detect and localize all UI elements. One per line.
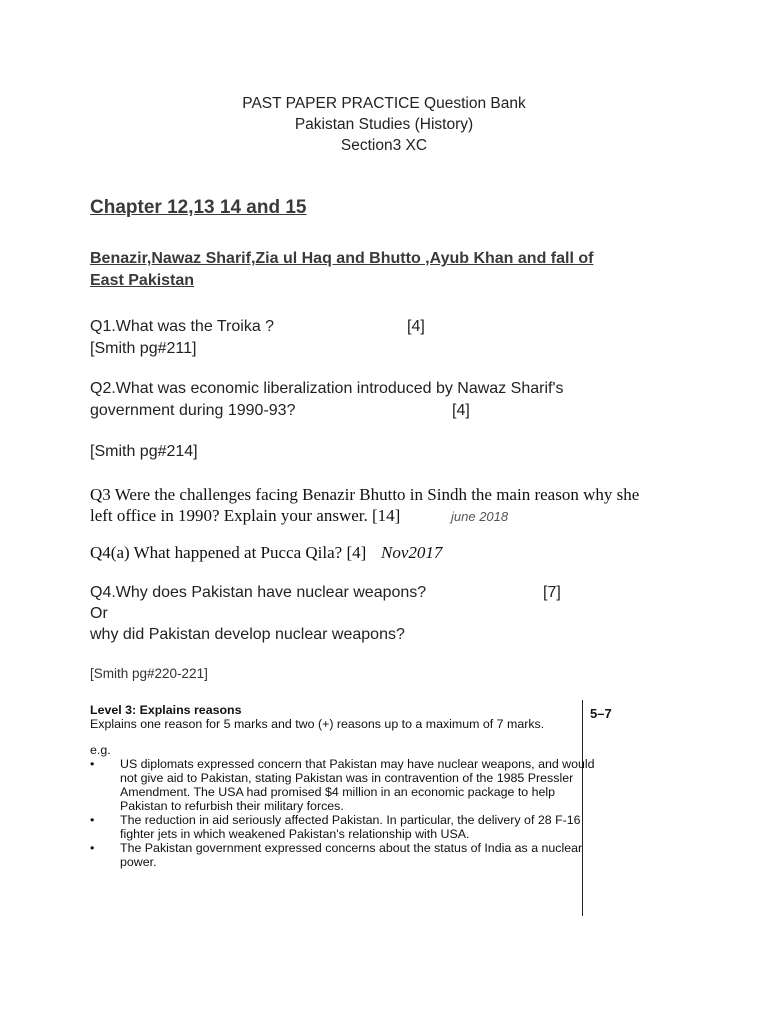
doc-section: Section3 XC (340, 137, 428, 154)
mark-scheme-description: Explains one reason for 5 marks and two (+) reasons up to a maximum of 7 marks. (90, 717, 545, 731)
q4-marks: [7] (543, 584, 561, 601)
mark-scheme-eg: e.g. (90, 743, 111, 757)
q1-marks: [4] (407, 318, 425, 335)
bullet-icon: • (90, 841, 95, 855)
mark-scheme-box (90, 703, 595, 869)
q3-line-1: Q3 Were the challenges facing Benazir Bhutto in Sindh the main reason why she (90, 485, 640, 504)
q4-or: Or (90, 605, 108, 622)
q2-line-2: government during 1990-93? (90, 402, 296, 419)
doc-subject: Pakistan Studies (History) (294, 116, 474, 133)
mark-range: 5–7 (590, 706, 612, 721)
bullet-text: The reduction in aid seriously affected Pakistan. In particular, the delivery of 28 F-16 fighter jets in which weakened Pakistan's relationship with USA. (120, 813, 581, 841)
bullet-text: US diplomats expressed concern that Pakistan may have nuclear weapons, and would not give aid to Pakistan, stating Pakistan was in contravention of the 1985 Pressler Amendment. The USA had promised $4 million in an economic package to help Pakistan to refurbish their military forces. (120, 757, 595, 813)
list-item (90, 757, 595, 813)
q3-session: june 2018 (451, 509, 509, 524)
q2-line-1: Q2.What was economic liberalization introduced by Nawaz Sharif's (90, 380, 564, 397)
chapter-heading: Chapter 12,13 14 and 15 (90, 197, 307, 218)
q4-reference: [Smith pg#220-221] (90, 666, 208, 681)
mark-scheme-bullets (90, 757, 595, 869)
list-item (90, 841, 595, 869)
q2-marks: [4] (452, 402, 470, 419)
q4a-session: Nov2017 (381, 543, 443, 562)
q4-line-2: why did Pakistan develop nuclear weapons? (90, 626, 405, 643)
q3-line-2: left office in 1990? Explain your answer. [14] (90, 506, 401, 525)
q4-line-1: Q4.Why does Pakistan have nuclear weapons? (90, 584, 427, 601)
q1-text: Q1.What was the Troika ? (90, 318, 275, 335)
bullet-text: The Pakistan government expressed concerns about the status of India as a nuclear power. (120, 841, 583, 869)
topic-line-2: East Pakistan (90, 272, 195, 289)
bullet-icon: • (90, 757, 95, 771)
q4a-text: Q4(a) What happened at Pucca Qila? [4] (90, 543, 367, 562)
topic-heading (90, 248, 593, 292)
bullet-icon: • (90, 813, 95, 827)
topic-line-1: Benazir,Nawaz Sharif,Zia ul Haq and Bhutto ,Ayub Khan and fall of (90, 250, 594, 267)
doc-title: PAST PAPER PRACTICE Question Bank (242, 95, 526, 112)
q2-reference: [Smith pg#214] (90, 443, 198, 460)
mark-scheme-level: Level 3: Explains reasons (90, 703, 242, 717)
list-item (90, 813, 595, 841)
q1-reference: [Smith pg#211] (90, 340, 197, 357)
